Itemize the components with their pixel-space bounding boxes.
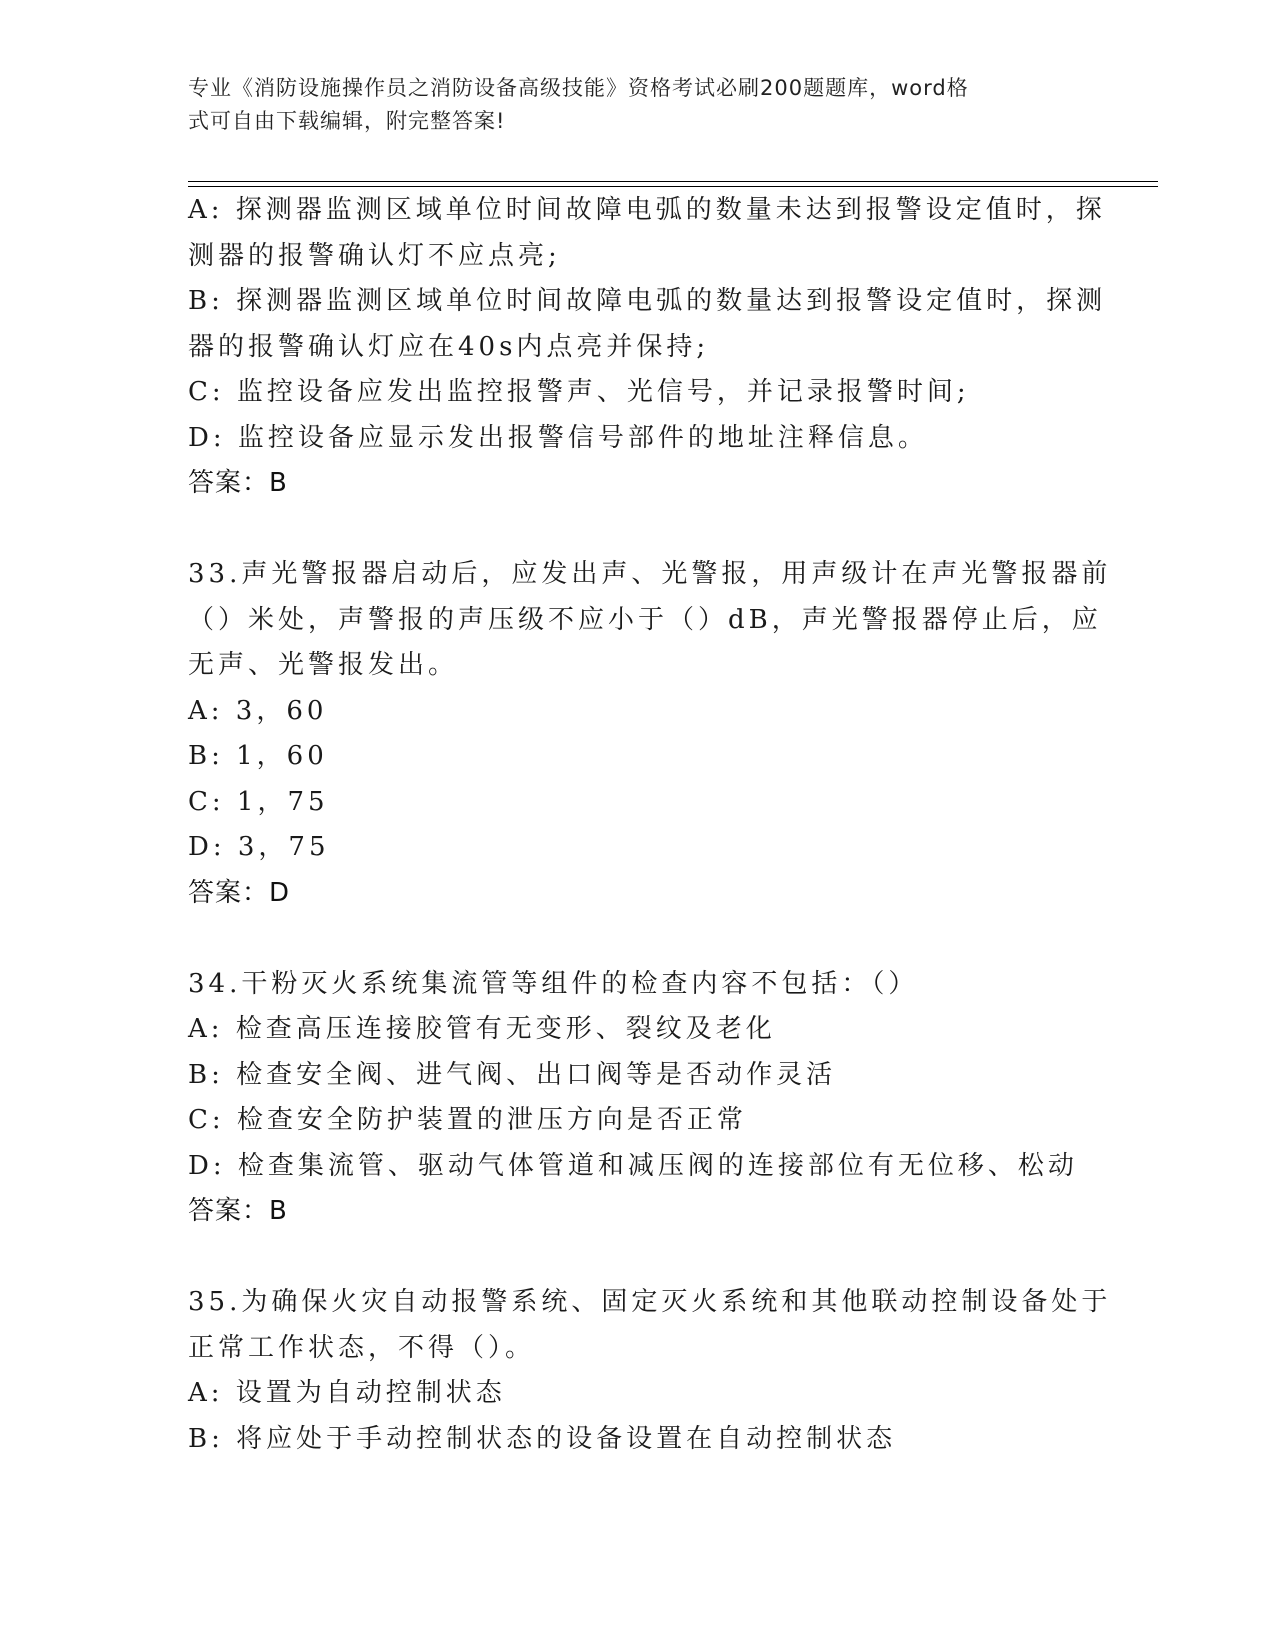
question-stem-line-3: 无声、光警报发出。 (188, 650, 459, 680)
spacer (188, 916, 1088, 962)
option-a: A: 检查高压连接胶管有无变形、裂纹及老化 (188, 1014, 776, 1044)
question-stem-line-2: （）米处，声警报的声压级不应小于（）dB，声光警报器停止后，应 (188, 604, 1102, 635)
option-c: C: 监控设备应发出监控报警声、光信号，并记录报警时间; (188, 377, 970, 407)
header-line-2: 式可自由下载编辑，附完整答案! (188, 109, 506, 133)
option-b-line-2: 器的报警确认灯应在40s内点亮并保持; (188, 331, 710, 362)
option-a: A: 3，60 (188, 695, 328, 726)
option-d: D: 检查集流管、驱动气体管道和减压阀的连接部位有无位移、松动 (188, 1150, 1078, 1181)
question-33 (188, 552, 1112, 916)
option-b-line-1: B: 探测器监测区域单位时间故障电弧的数量达到报警设定值时，探测 (188, 286, 1107, 316)
option-b: B: 1，60 (188, 741, 328, 771)
option-a-line-1: A: 探测器监测区域单位时间故障电弧的数量未达到报警设定值时，探 (188, 195, 1106, 225)
spacer (188, 1235, 1088, 1281)
question-stem-line-1: 35.为确保火灾自动报警系统、固定灭火系统和其他联动控制设备处于 (188, 1287, 1112, 1317)
question-stem: 34.干粉灭火系统集流管等组件的检查内容不包括：（） (188, 968, 919, 999)
question-32-options (188, 188, 1107, 507)
option-d: D: 3，75 (188, 832, 330, 862)
header-line-1: 专业《消防设施操作员之消防设备高级技能》资格考试必刷200题题库，word格 (188, 76, 969, 100)
option-c: C: 1，75 (188, 786, 329, 817)
question-stem-line-2: 正常工作状态，不得（）。 (188, 1332, 536, 1363)
answer: 答案：B (188, 1196, 288, 1226)
header-divider-bottom (188, 186, 1158, 187)
option-a-line-2: 测器的报警确认灯不应点亮; (188, 240, 561, 271)
document-header (188, 72, 1058, 138)
answer: 答案：D (188, 877, 291, 908)
question-34 (188, 962, 1088, 1235)
option-b: B: 检查安全阀、进气阀、出口阀等是否动作灵活 (188, 1059, 837, 1090)
header-divider-top (188, 181, 1158, 182)
option-d: D: 监控设备应显示发出报警信号部件的地址注释信息。 (188, 422, 928, 453)
question-35 (188, 1280, 1112, 1462)
document-body (188, 188, 1112, 1462)
page-header (188, 72, 1188, 138)
option-c: C: 检查安全防护装置的泄压方向是否正常 (188, 1105, 747, 1135)
option-a: A: 设置为自动控制状态 (188, 1378, 506, 1408)
question-stem-line-1: 33.声光警报器启动后，应发出声、光警报，用声级计在声光警报器前 (188, 559, 1112, 589)
answer: 答案：B (188, 468, 288, 498)
option-b: B: 将应处于手动控制状态的设备设置在自动控制状态 (188, 1423, 897, 1454)
spacer (188, 507, 1088, 553)
